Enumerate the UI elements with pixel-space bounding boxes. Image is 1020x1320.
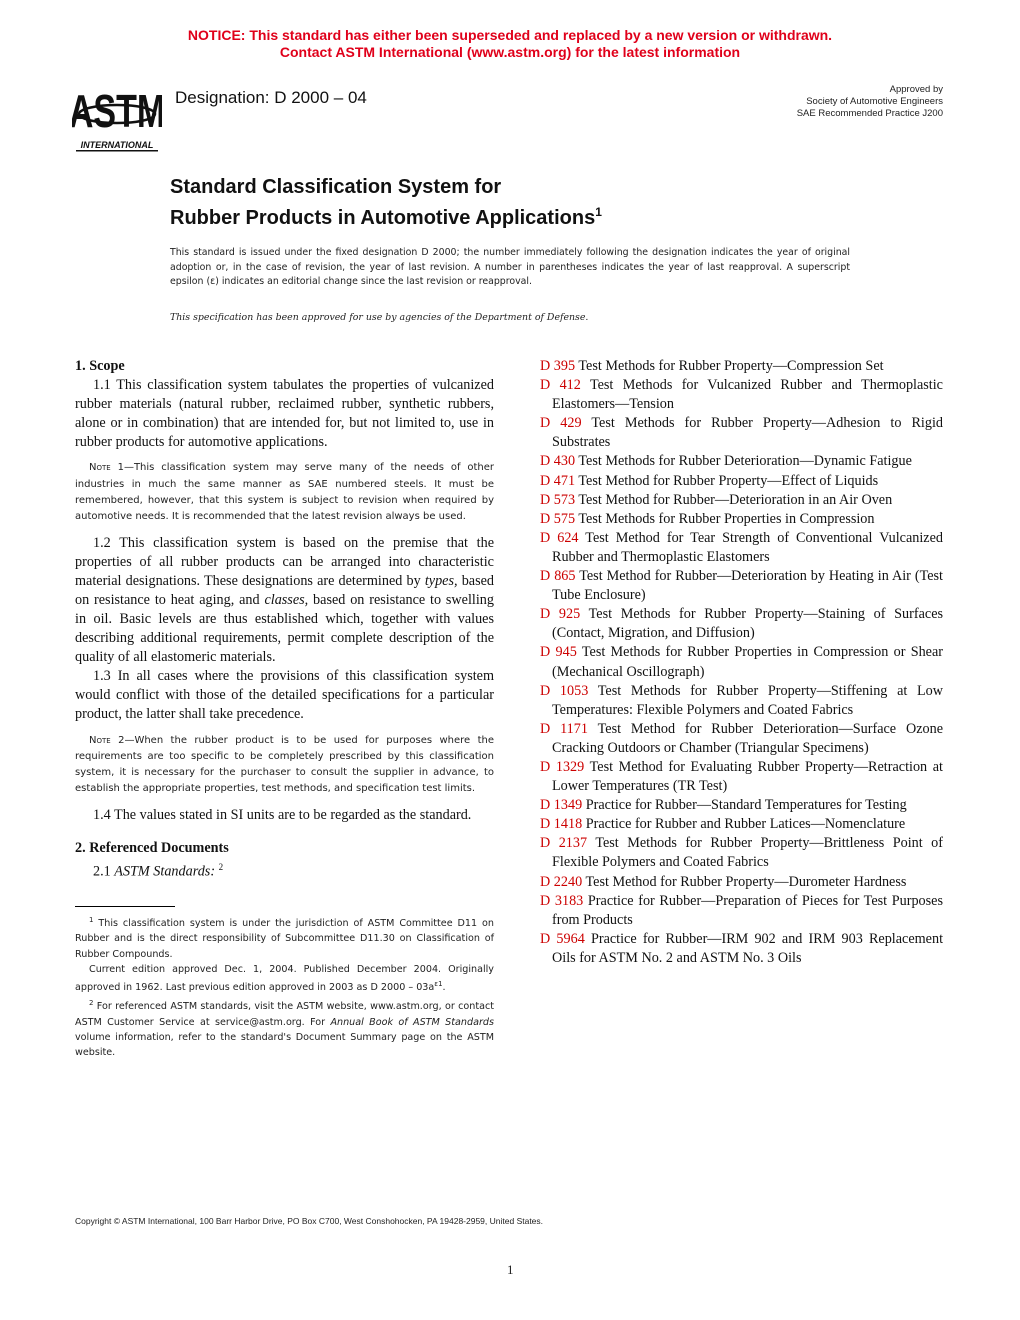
reference-item [540,452,943,471]
text-run-italic: classes, [264,591,309,608]
paragraph-1-1: 1.1 This classification system tabulates the properties of vulcanized rubber materials (natural rubber, reclaimed rubber, synthetic rubbers, alone or in combination) that are intended for, but not limited to, use in rubber products for automotive applications. [75,377,494,451]
reference-link[interactable]: D 624 [540,529,579,546]
approved-line: SAE Recommended Practice J200 [796,108,943,119]
dod-statement: This specification has been approved for use by agencies of the Department of Defense. [170,312,589,323]
reference-item [540,491,943,510]
footnote-2 [75,996,494,1061]
title-line-1: Standard Classification System for [170,176,502,198]
reference-link[interactable]: D 1418 [540,816,583,833]
approved-line: Approved by [889,84,943,95]
paragraph-1-4: 1.4 The values stated in SI units are to be regarded as the standard. [93,806,472,823]
reference-link[interactable]: D 2240 [540,873,583,890]
designation: Designation: D 2000 – 04 [175,88,367,107]
text-run: based on resistance to swelling in oil. Basic levels are thus established which, together with values describing additional requirements, permit complete description of the quality of all elastomeric materials. [75,591,494,666]
reference-title: Test Method for Rubber—Deterioration in an Air Oven [578,491,893,508]
note-label: Note 1 [89,462,124,474]
reference-item [540,357,943,376]
reference-item [540,873,943,892]
paragraph-2-1 [75,858,494,882]
reference-item [540,414,943,452]
text-run-italic: ASTM Standards: [114,863,216,880]
left-column [75,357,494,1061]
paragraph-1-3: 1.3 In all cases where the provisions of this classification system would conflict with those of the detailed specifications for a particular product, the latter shall take precedence. [75,668,494,723]
footnote-divider [75,906,175,907]
reference-title: Test Methods for Rubber Property—Adhesion to Rigid Substrates [552,415,944,451]
text-run: 1.2 This classification system is based on the premise that the properties of all rubber products can be arranged into characteristic material designations. These designations are determined by [75,534,494,589]
page-number: 1 [507,1262,514,1277]
reference-link[interactable]: D 573 [540,491,576,508]
reference-item [540,930,943,968]
text-run-italic: types, [424,572,458,589]
reference-item [540,376,943,414]
reference-item [540,472,943,491]
footnote-mark: 1 [89,915,94,924]
reference-link[interactable]: D 2137 [540,835,588,852]
footnote-text: Current edition approved Dec. 1, 2004. Published December 2004. Originally approved in 1962. Last previous edition approved in 2003 as D 2000 – 03a [75,964,494,994]
reference-link[interactable]: D 1329 [540,758,585,775]
reference-link[interactable]: D 1171 [540,720,588,737]
reference-link[interactable]: D 3183 [540,892,584,909]
reference-link[interactable]: D 945 [540,644,577,661]
text-run: based on resistance to heat aging, and [75,572,494,608]
reference-item [540,815,943,834]
reference-item [540,510,943,529]
reference-item [540,605,943,643]
reference-title: Test Method for Tear Strength of Conventional Vulcanized Rubber and Thermoplastic Elastomers [552,529,943,565]
footnote-text-italic: Annual Book of ASTM Standards [330,1016,494,1028]
reference-link[interactable]: D 925 [540,606,581,623]
section-heading-scope: 1. Scope [75,358,125,374]
title-line-2: Rubber Products in Automotive Applications [170,207,596,229]
reference-item [540,720,943,758]
reference-title: Test Method for Rubber—Deterioration by Heating in Air (Test Tube Enclosure) [552,568,944,604]
approval-info [797,84,943,120]
referenced-standards-list [540,357,943,968]
footnote-1 [75,913,494,962]
svg-text:ASTM: ASTM [72,85,162,138]
reference-link[interactable]: D 430 [540,453,576,470]
reference-link[interactable]: D 1053 [540,682,589,699]
note-text: —This classification system may serve many of the needs of other industries in much the same manner as SAE numbered steels. It must be remembered, however, that this system is subject to revision when required by automotive needs. It is recommended that the latest revision always be used. [75,462,494,523]
reference-title: Test Methods for Rubber Property—Staining of Surfaces (Contact, Migration, and Diffusion) [552,606,944,642]
reference-title: Test Method for Rubber Property—Durometer Hardness [585,873,907,890]
reference-title: Practice for Rubber and Rubber Latices—Nomenclature [585,816,906,833]
reference-item [540,567,943,605]
reference-item [540,529,943,567]
footnote-mark: 2 [89,999,94,1008]
note-label: Note 2 [89,734,125,746]
reference-link[interactable]: D 1349 [540,797,583,814]
reference-title: Test Methods for Rubber Properties in Compression [578,510,875,527]
reference-title: Test Method for Rubber Property—Effect of Liquids [578,472,879,489]
reference-link[interactable]: D 395 [540,358,576,374]
reference-title: Test Methods for Vulcanized Rubber and Thermoplastic Elastomers—Tension [552,377,943,413]
reference-item [540,682,943,720]
document-title [170,175,602,231]
reference-title: Test Methods for Rubber Property—Brittleness Point of Flexible Polymers and Coated Fabrics [552,835,944,871]
footnote-text: For referenced ASTM standards, visit the ASTM website, www.astm.org, or contact ASTM Customer Service at service@astm.org. For [75,1001,494,1028]
approved-line: Society of Automotive Engineers [806,96,943,107]
notice-line-1: NOTICE: This standard has either been superseded and replaced by a new version or withdrawn. [187,27,833,43]
reference-title: Practice for Rubber—Preparation of Pieces for Test Purposes from Products [552,892,943,928]
text-run: 2.1 [93,863,115,880]
astm-logo-icon [72,80,162,152]
reference-title: Test Methods for Rubber Deterioration—Dynamic Fatigue [578,453,912,470]
reference-link[interactable]: D 575 [540,510,576,527]
title-footnote-mark[interactable]: 1 [595,205,602,219]
reference-item [540,892,943,930]
reference-link[interactable]: D 471 [540,472,576,489]
reference-item [540,796,943,815]
paragraph-1-2 [75,534,494,668]
note-text: —When the rubber product is to be used for purposes where the requirements are too specific to be completely prescribed by this classification system, it is necessary for the purchaser to consult the supplier in advance, to establish the appropriate properties, test methods, and specification test limits. [75,734,495,795]
reference-link[interactable]: D 5964 [540,930,585,947]
footnote-edition: Current edition approved Dec. 1, 2004. Published December 2004. Originally approved in 1962. Last previous edition approved in 2003 as D $2000 - 03a^{\varepsilon 1}$. [75,964,494,994]
reference-item [540,834,943,872]
copyright-notice: Copyright © ASTM International, 100 Barr Harbor Drive, PO Box C700, West Conshohocken, PA 19428-2959, United States. [75,1216,544,1226]
footnote-mark[interactable]: 2 [218,861,224,872]
reference-link[interactable]: D 865 [540,568,576,585]
reference-title: Practice for Rubber—IRM 902 and IRM 903 Replacement Oils for ASTM No. 2 and ASTM No. 3 Oils [552,930,944,966]
preamble: This standard is issued under the fixed designation D 2000; the number immediately following the designation indicates the year of original adoption or, in the case of revision, the year of last revision. A number in parentheses indicates the year of last reapproval. A superscript epsilon (ε) indicates an editorial change since the last revision or reapproval. [170,247,850,287]
reference-link[interactable]: D 429 [540,415,582,432]
footnote-mark: ε1 [434,980,443,989]
reference-title: Test Method for Rubber Deterioration—Surface Ozone Cracking Outdoors or Chamber (Triangular Specimens) [552,720,943,756]
withdrawn-notice [0,27,1020,61]
reference-title: Practice for Rubber—Standard Temperatures for Testing [585,797,907,814]
reference-title: Test Method for Evaluating Rubber Property—Retraction at Lower Temperatures (TR Test) [552,758,943,795]
reference-title: Test Methods for Rubber Property—Compression Set [578,358,884,374]
footnote-text: This classification system is under the jurisdiction of ASTM Committee D11 on Rubber and is the direct responsibility of Subcommittee D11.30 on Classification of Rubber Compounds. [75,917,494,960]
reference-title: Test Methods for Rubber Properties in Compression or Shear (Mechanical Oscillograph) [552,644,944,680]
note-2 [75,733,494,798]
section-heading-referenced-documents: 2. Referenced Documents [75,839,229,856]
reference-link[interactable]: D 412 [540,377,581,394]
reference-item [540,643,943,681]
footnote-text: volume information, refer to the standard's Document Summary page on the ASTM website. [75,1032,494,1059]
note-1 [75,460,494,525]
notice-line-2: Contact ASTM International (www.astm.org) for the latest information [279,44,741,60]
reference-title: Test Methods for Rubber Property—Stiffening at Low Temperatures: Flexible Polymers and Coated Fabrics [552,682,944,718]
logo-text: INTERNATIONAL [80,140,154,150]
reference-item [540,758,943,796]
